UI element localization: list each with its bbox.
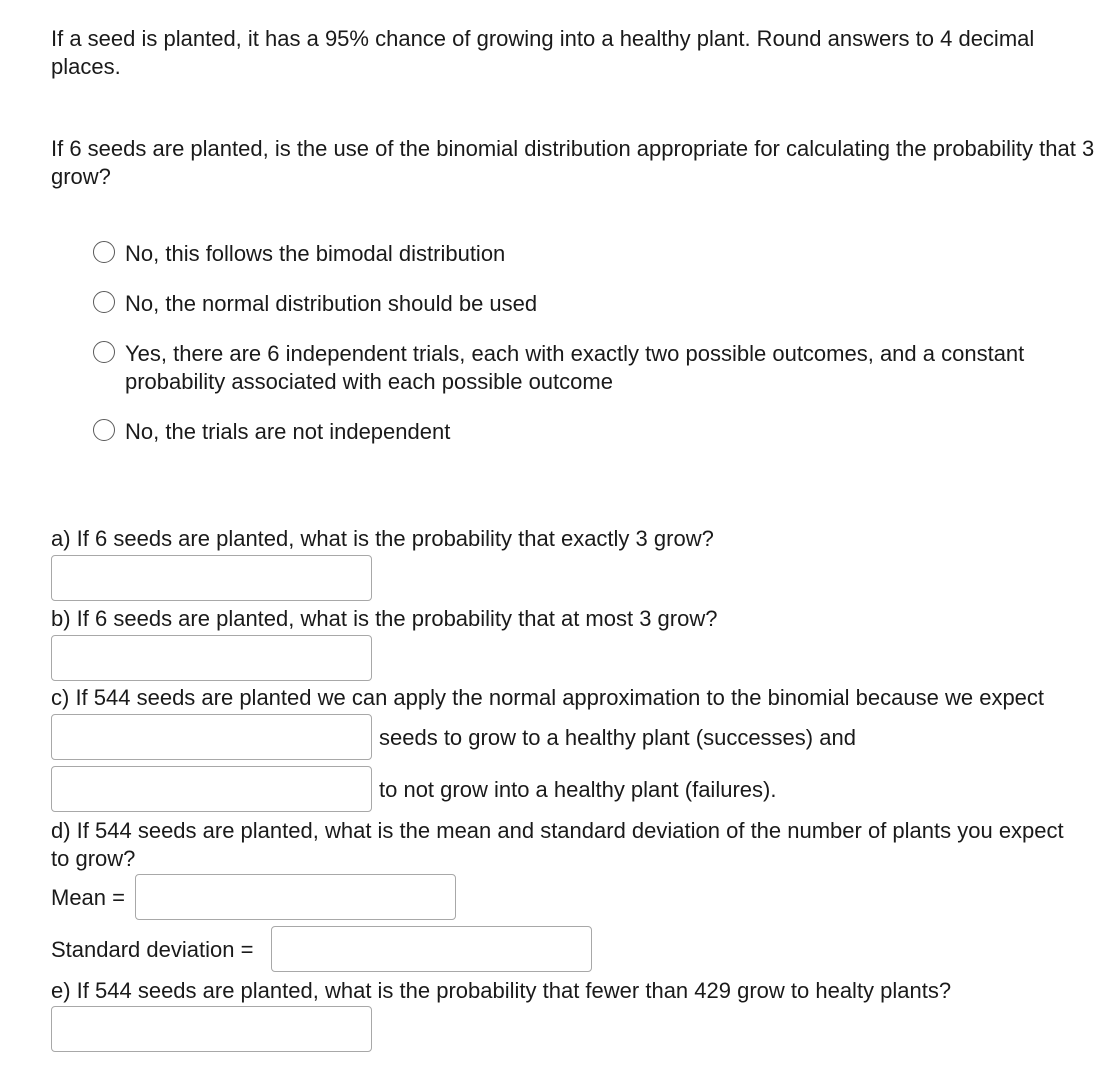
part-e-question: e) If 544 seeds are planted, what is the probability that fewer than 429 grow to healty plants? — [51, 978, 952, 1003]
mean-input[interactable] — [135, 874, 456, 920]
radio-button[interactable] — [93, 291, 115, 313]
part-c-question: c) If 544 seeds are planted we can apply the normal approximation to the binomial because we expect — [51, 685, 1045, 710]
part-c-successes-input[interactable] — [51, 714, 372, 760]
sd-label: Standard deviation = — [51, 937, 254, 962]
option-label[interactable]: No, the normal distribution should be used — [125, 291, 538, 316]
part-c-failures-text: to not grow into a healthy plant (failures). — [379, 777, 777, 802]
option-label[interactable]: No, the trials are not independent — [125, 419, 451, 444]
option-bimodal[interactable] — [93, 240, 505, 268]
option-label[interactable]: Yes, there are 6 independent trials, each with exactly two possible outcomes, and a constant probability associated with each possible outcome — [125, 341, 1025, 394]
binomial-question: If 6 seeds are planted, is the use of the binomial distribution appropriate for calculating the probability that 3 grow? — [51, 136, 1095, 189]
part-a-question: a) If 6 seeds are planted, what is the probability that exactly 3 grow? — [51, 526, 714, 551]
part-e-answer-input[interactable] — [51, 1006, 372, 1052]
part-a-answer-input[interactable] — [51, 555, 372, 601]
part-b-answer-input[interactable] — [51, 635, 372, 681]
radio-button[interactable] — [93, 241, 115, 263]
part-b-question: b) If 6 seeds are planted, what is the probability that at most 3 grow? — [51, 606, 718, 631]
option-not-independent[interactable] — [93, 418, 450, 446]
option-label[interactable]: No, this follows the bimodal distribution — [125, 241, 506, 266]
option-yes-binomial[interactable] — [93, 340, 1083, 396]
mean-label: Mean = — [51, 885, 125, 910]
sd-input[interactable] — [271, 926, 592, 972]
part-c-failures-input[interactable] — [51, 766, 372, 812]
intro-text: If a seed is planted, it has a 95% chance of growing into a healthy plant. Round answers to 4 decimal places. — [51, 26, 1035, 79]
option-normal[interactable] — [93, 290, 537, 318]
part-c-successes-text: seeds to grow to a healthy plant (successes) and — [379, 725, 856, 750]
radio-button[interactable] — [93, 341, 115, 363]
part-d-question: d) If 544 seeds are planted, what is the mean and standard deviation of the number of plants you expect to grow? — [51, 818, 1064, 871]
radio-button[interactable] — [93, 419, 115, 441]
